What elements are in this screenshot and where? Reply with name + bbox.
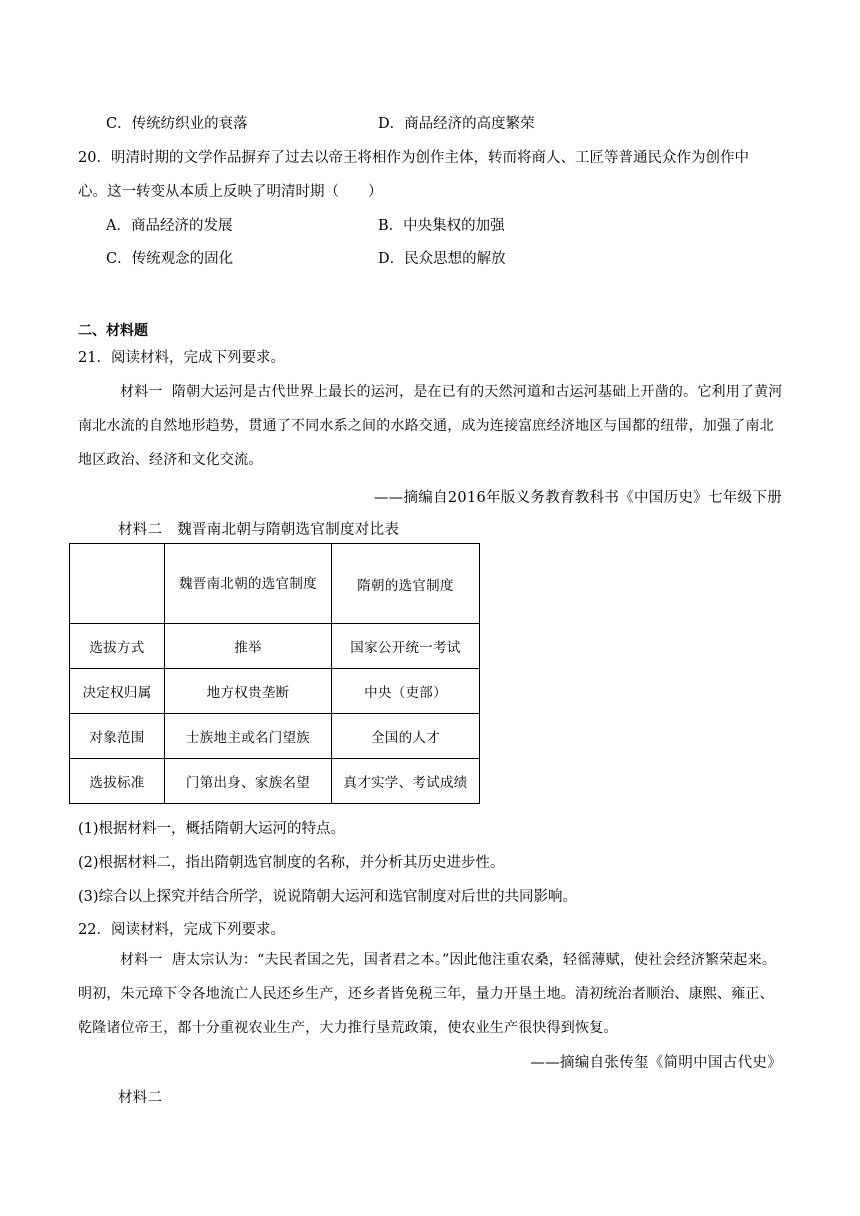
q22-material1-text: 唐太宗认为：“夫民者国之先，国者君之本。”因此他注重农桑，轻徭薄赋，使社会经济繁荣起来。明初，朱元璋下令各地流亡人民还乡生产，还乡者皆免税三年，量力开垦土地。清初统治者顺治、康熙、雍正、乾隆诸位帝王，都十分重视农业生产，大力推行垦荒政策，使农业生产很快得到恢复。 [78, 952, 777, 1036]
table-cell: 对象范围 [70, 714, 165, 759]
q20-stem-line1: 20．明清时期的文学作品摒弃了过去以帝王将相作为创作主体，转而将商人、工匠等普通民众作为创作中 [78, 150, 749, 166]
q22-material1 [78, 943, 784, 1045]
table-row [70, 669, 480, 714]
q22-material1-label: 材料一 [120, 952, 163, 968]
q20-option-a: A．商品经济的发展 [106, 218, 233, 234]
table-header-row [70, 544, 480, 624]
q22-material1-source: ——摘编自张传玺《简明中国古代史》 [530, 1055, 782, 1071]
q19-option-c: C．传统纺织业的衰落 [106, 116, 248, 132]
table-cell: 选拔标准 [70, 759, 165, 804]
q21-stem: 21．阅读材料，完成下列要求。 [78, 350, 285, 366]
table-cell: 地方权贵垄断 [165, 669, 332, 714]
selection-system-table [69, 543, 480, 804]
q20-option-b: B．中央集权的加强 [378, 218, 505, 234]
table-header-cell: 魏晋南北朝的选官制度 [165, 544, 332, 624]
q21-sub1: (1)根据材料一，概括隋朝大运河的特点。 [78, 821, 346, 837]
q22-stem: 22．阅读材料，完成下列要求。 [78, 922, 285, 938]
q21-sub2: (2)根据材料二，指出隋朝选官制度的名称，并分析其历史进步性。 [78, 855, 505, 871]
table-cell: 门第出身、家族名望 [165, 759, 332, 804]
q21-material2-title: 材料二 魏晋南北朝与隋朝选官制度对比表 [118, 522, 400, 538]
q19-option-d: D．商品经济的高度繁荣 [378, 116, 535, 132]
table-cell: 推举 [165, 624, 332, 669]
table-cell: 士族地主或名门望族 [165, 714, 332, 759]
q21-sub3: (3)综合以上探究并结合所学，说说隋朝大运河和选官制度对后世的共同影响。 [78, 889, 578, 905]
table-header-cell [70, 544, 165, 624]
q20-option-c: C．传统观念的固化 [106, 251, 234, 267]
table-cell: 中央（吏部） [332, 669, 480, 714]
q20-option-d: D．民众思想的解放 [378, 251, 506, 267]
table-row [70, 759, 480, 804]
q21-material1-text: 隋朝大运河是古代世界上最长的运河，是在已有的天然河道和古运河基础上开凿的。它利用了黄河南北水流的自然地形趋势，贯通了不同水系之间的水路交通，成为连接富庶经济地区与国都的纽带，加强了南北地区政治、经济和文化交流。 [78, 384, 783, 468]
table-row [70, 714, 480, 759]
table-header-cell: 隋朝的选官制度 [332, 544, 480, 624]
table-cell: 国家公开统一考试 [332, 624, 480, 669]
table-row [70, 624, 480, 669]
table-cell: 真才实学、考试成绩 [332, 759, 480, 804]
table-cell: 决定权归属 [70, 669, 165, 714]
table-cell: 选拔方式 [70, 624, 165, 669]
q21-material1 [78, 375, 784, 477]
q20-stem-line2: 心。这一转变从本质上反映了明清时期（ ） [78, 184, 383, 200]
section-title: 二、材料题 [78, 323, 148, 339]
q22-material2-label: 材料二 [118, 1090, 163, 1106]
q21-material1-label: 材料一 [120, 384, 163, 400]
table-cell: 全国的人才 [332, 714, 480, 759]
q21-material1-source: ——摘编自2016年版义务教育教科书《中国历史》七年级下册 [373, 490, 782, 506]
